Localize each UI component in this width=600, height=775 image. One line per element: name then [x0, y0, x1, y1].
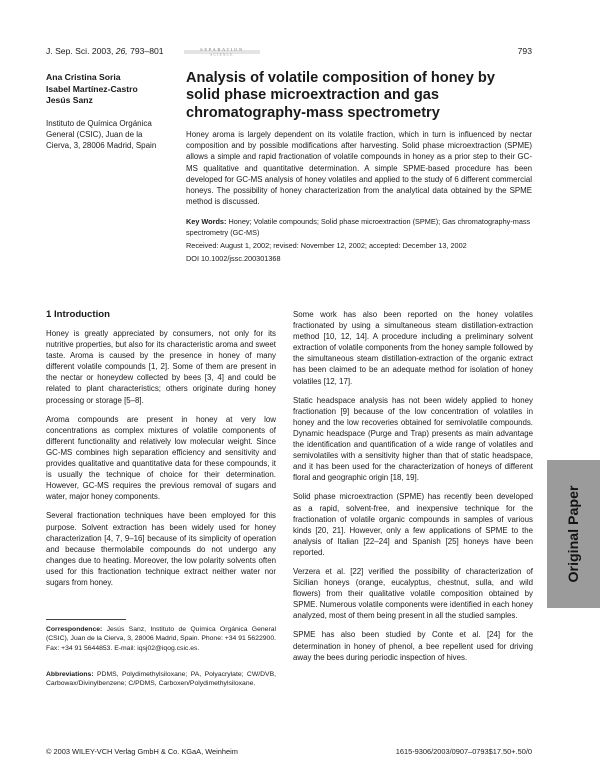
author-name: Ana Cristina Soria [46, 72, 121, 82]
running-head [46, 46, 532, 60]
article-title: Analysis of volatile composition of honey by solid phase microextraction and gas chromatography-mass spectrometry [186, 70, 495, 121]
article-type-tab [547, 460, 600, 608]
left-column [46, 309, 276, 596]
article-type-label: Original Paper [565, 485, 582, 583]
right-column [293, 309, 533, 671]
doi: DOI 10.1002/jssc.200301368 [186, 254, 281, 263]
page-footer [46, 747, 532, 759]
body-paragraph: Several fractionation techniques have been employed for this purpose. Solvent extraction has been widely used for honey characterization [4, 7, 9–16] because of its simplicity of operation and because thermolabile compounds do not undergo any changes due to heating. Moreover, the low polarity solvents often used for this fractionation technique extract neither water nor sugars from honey. [46, 511, 276, 587]
page-number: 793 [517, 46, 532, 56]
footnote-divider [46, 619, 126, 620]
body-paragraph: Aroma compounds are present in honey at very low concentrations as complex mixtures of volatile components of different functionality and relatively low molecular weight. Since GC-MS combines high separation efficiency and sensitivity and provides qualitative and quantitative data for these compounds, it is usually the technique of choice for their determination. However, GC-MS requires the previous removal of sugars and water, major honey components. [46, 414, 276, 502]
copyright: © 2003 WILEY-VCH Verlag GmbH & Co. KGaA, Weinheim [46, 747, 238, 756]
journal-logo: SEPARATION SCIENCE [184, 44, 260, 60]
author-name: Jesús Sanz [46, 95, 93, 105]
body-paragraph: Verzera et al. [22] verified the possibility of characterization of Sicilian honeys (orange, eucalyptus, chestnut, sulla, and wild flowers) from their qualitative volatile composition obtained by SPME. Numerous volatile components were identified in each honey analyzed, most of them being present in all the studied samples. [293, 566, 533, 621]
received-dates: Received: August 1, 2002; revised: November 12, 2002; accepted: December 13, 2002 [186, 241, 467, 250]
journal-citation: J. Sep. Sci. 2003, 26, 793–801 [46, 46, 164, 56]
keywords: Key Words: Honey; Volatile compounds; Solid phase microextraction (SPME); Gas chromatography-mass spectrometry (GC-MS) [186, 217, 531, 237]
body-paragraph: SPME has also been studied by Conte et al. [24] for the determination in honey of phenol, a bee repellent used for driving away the bees during periodic inspection of hives. [293, 630, 533, 662]
correspondence-footnote: Correspondence: Jesús Sanz, Instituto de Química Orgánica General (CSIC), Juan de la Cierva, 3, 28006 Madrid, Spain. Phone: +34 91 5622900. Fax: +34 91 5644853. E-mail: iqsj02@iqog.csic.es. [46, 626, 276, 652]
body-paragraph: Solid phase microextraction (SPME) has recently been developed as a rapid, solvent-free, and inexpensive technique for the fractionation of volatile organic compounds in samples of various kinds [20, 21]. However, only a few applications of SPME to the analysis of Italian [22–24] and Spanish [25] honeys have been reported. [293, 492, 533, 557]
issn-code: 1615-9306/2003/0907–0793$17.50+.50/0 [395, 747, 532, 756]
author-affiliation: Instituto de Química Orgánica General (CSIC), Juan de la Cierva, 3, 28006 Madrid, Spain [46, 119, 157, 150]
section-heading: 1 Introduction [46, 309, 110, 320]
abstract: Honey aroma is largely dependent on its volatile fraction, which in turn is influenced by nectar composition and by possible modifications after harvesting. Solid phase microextraction (SPME) allows a simple and rapid fractionation of volatile compounds in honey as a prior step to their GC-MS qualitative and quantitative determination. A simple SPME-based procedure has been developed for GC-MS analysis of honey volatiles and applied to the study of 6 different commercial honeys. The possibility of honey characterization from the analytical data obtained by the SPME method is discussed. [186, 130, 532, 207]
author-list [46, 72, 176, 107]
body-paragraph: Static headspace analysis has not been widely applied to honey fractionation [9] because of the low concentration of volatiles in honey and the low recoveries obtained for semivolatile compounds. Dynamic headspace (Purge and Trap) presents as main advantage the identification and quantification of a wide range of volatiles and semivolatiles with a sensitivity higher than that of static headspace, and it has been used for the characterization of honeys of different floral and geographic origin [18, 19]. [293, 395, 533, 483]
abbreviations-footnote: Abbreviations: PDMS, Polydimethylsiloxane; PA, Polyacrylate; CW/DVB, Carbowax/Divinylbenzene; C/PDMS, Carboxen/Polydimethylsiloxane. [46, 671, 277, 688]
author-name: Isabel Martínez-Castro [46, 83, 138, 94]
body-paragraph: Some work has also been reported on the honey volatiles fractionated by using a simultaneous steam distillation-extraction method [10, 12, 14]. A procedure including a preliminary solvent extraction of volatile components from the honey sample followed by the simultaneous steam distillation-extraction of the organic extract has been claimed to be an adequate method for isolation of honey volatiles [12, 17]. [293, 310, 533, 386]
body-paragraph: Honey is greatly appreciated by consumers, not only for its nutritive properties, but also for its characteristic aroma and sweet taste. Aroma is caused by the presence in honey of many different volatile compounds [1, 2]. Some of them are present in the nectar or honeydew collected by bees [3, 4] and could be related to plant characteristics; others originate during honey processing or storage [5–8]. [46, 329, 276, 405]
